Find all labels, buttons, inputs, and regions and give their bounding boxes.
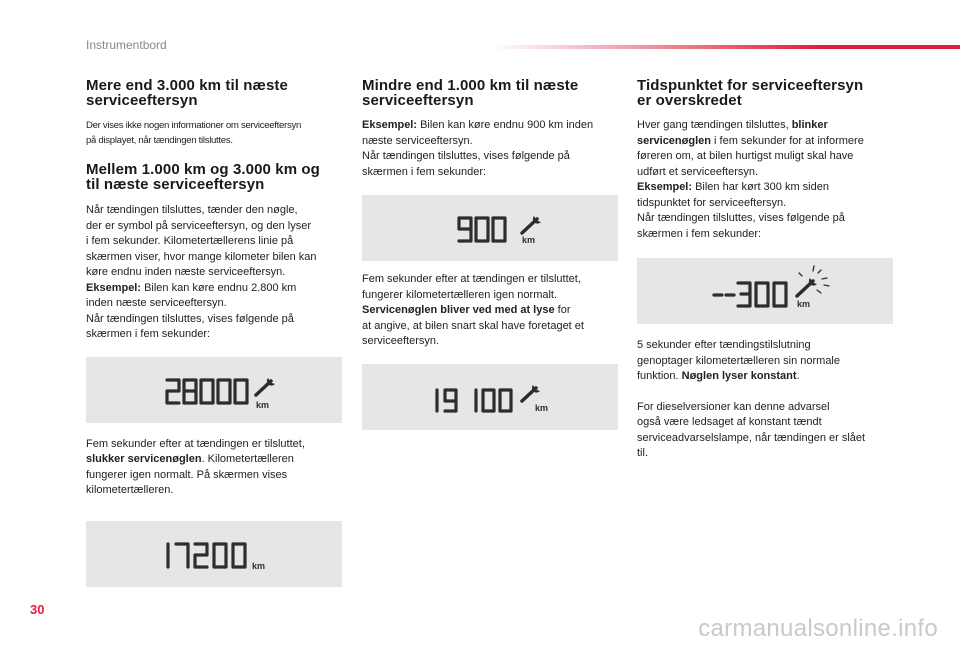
km-unit: km [522,235,536,245]
odometer-display-17200 [86,521,342,587]
digits-17200 [168,544,245,567]
odometer-display-minus-300 [637,258,893,324]
km-unit: km [256,399,270,410]
display-900-svg [362,195,618,261]
no-info-text: Der vises ikke nogen informationer om serviceeftersyn på displayet, når tændingen tilsluttes. [86,120,301,146]
after-five-seconds-text: Fem sekunder efter at tændingen er tilsluttet, slukker servicenøglen. Kilometertælleren fungerer igen normalt. På skærmen vises kilometertælleren. [86,437,305,496]
after-five-seconds-overdue-text: 5 sekunder efter tændingstilslutning genoptager kilometertælleren sin normale funktion. Nøglen lyser konstant. [637,339,840,382]
display-minus-300-svg [637,258,893,324]
digits-19100 [437,390,511,411]
heading-less-than-1000: Mindre end 1.000 km til næste serviceeftersyn [362,77,579,109]
odometer-display-900 [362,195,618,261]
less-than-text: Eksempel: Bilen kan køre endnu 900 km inden næste serviceeftersyn. Når tændingen tilsluttes, vises følgende på skærmen i fem sekunder: [362,119,594,178]
column-3 [637,78,893,462]
watermark: carmanualsonline.info [698,615,938,642]
overdue-text: Hver gang tændingen tilsluttes, blinker servicenøglen i fem sekunder for at informere føreren om, at bilen hurtigst muligt skal have udført et serviceeftersyn. Eksempel: Bilen har kørt 300 km siden tidspunktet for serviceeftersyn. Når tændingen tilsluttes, vises følgende på skærmen i fem sekunder: [637,119,864,240]
header-accent-bar [490,45,960,49]
service-key-stays-lit-text: Fem sekunder efter at tændingen er tilsluttet, fungerer kilometertælleren igen normalt. Servicenøglen bliver ved med at lyse for at angive, at bilen snart skal have foretaget et serviceeftersyn. [362,273,584,347]
odometer-display-2800 [86,357,342,423]
km-unit: km [252,560,266,571]
column-1 [86,78,342,587]
digits-900 [459,218,505,241]
km-unit: km [797,299,811,309]
km-unit: km [535,402,549,413]
display-17200-svg [86,521,342,587]
column-2 [362,78,618,430]
display-2800-svg [86,357,342,423]
diesel-note-text: For dieselversioner kan denne advarsel også være ledsaget af konstant tændt serviceadvarselslampe, når tændingen er slået til. [637,400,866,459]
wrench-icon [522,216,541,233]
display-19100-svg [362,364,618,430]
heading-between-1000-3000: Mellem 1.000 km og 3.000 km og til næste serviceeftersyn [86,161,320,193]
odometer-display-19100 [362,364,618,430]
digits-2800 [167,380,247,403]
flashing-wrench-icon [797,266,829,296]
digits-minus-300 [714,283,786,306]
heading-more-than-3000: Mere end 3.000 km til næste serviceeftersyn [86,77,288,109]
heading-service-overdue: Tidspunktet for serviceeftersyn er overskredet [637,77,864,109]
section-title: Instrumentbord [86,38,167,52]
wrench-icon [522,385,540,401]
wrench-icon [256,378,275,395]
between-text: Når tændingen tilsluttes, tænder den nøgle, der er symbol på serviceeftersyn, og den lyser i fem sekunder. Kilometertællerens linie på skærmen viser, hvor mange kilometer bilen kan køre endnu inden næste serviceeftersyn. Eksempel: Bilen kan køre endnu 2.800 km inden næste serviceeftersyn. Når tændingen tilsluttes, vises følgende på skærmen i fem sekunder: [86,204,317,340]
page-number: 30 [30,602,45,617]
